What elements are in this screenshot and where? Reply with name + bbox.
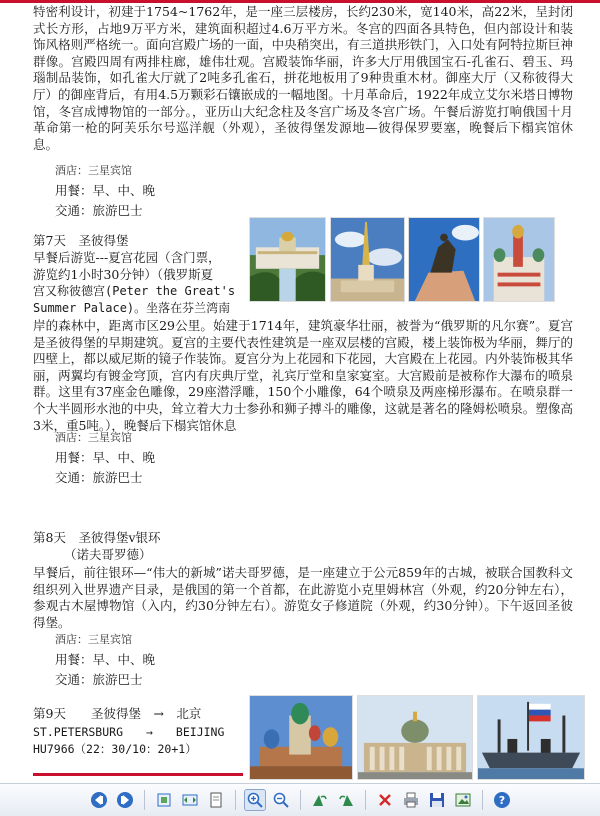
save-icon[interactable] [426, 789, 448, 811]
aurora-cruiser-photo [477, 695, 585, 780]
hotel-line: 酒店：三星宾馆 [55, 633, 132, 646]
bronze-horseman-photo [408, 217, 480, 302]
kazan-cathedral-photo [357, 695, 473, 780]
zoom-out-icon[interactable] [270, 789, 292, 811]
toolbar-separator [365, 790, 366, 810]
toolbar-separator [300, 790, 301, 810]
actual-size-icon[interactable] [205, 789, 227, 811]
fit-width-icon[interactable] [179, 789, 201, 811]
peter-paul-spire-photo [330, 217, 405, 302]
day7-title: 第7天 圣彼得堡 [33, 233, 129, 248]
day9-title: 第9天 圣彼得堡 → 北京 [33, 706, 202, 721]
rotate-left-icon[interactable] [309, 789, 331, 811]
hotel-line: 酒店：三星宾馆 [55, 164, 132, 177]
intro-paragraph: 特密利设计，初建于1754~1762年，是一座三层楼房，长约230米，宽140米，高22米，呈封闭式长方形，占地9万平方米，建筑面积超过4.6万平方米。冬宫的四面各具特色，但内部设计和装饰风格则严格统一。面向宫殿广场的一面，中央稍突出，有三道拱形铁门，入口处有阿特拉斯巨神群像。宫殿四周有两排柱廊，雄伟壮观。宫殿装饰华丽，许多大厅用俄国宝石-孔雀石、碧玉、玛瑙制品装饰，如孔雀大厅就了2吨多孔雀石，拼花地板用了9种贵重木材。御座大厅（又称彼得大厅）的御座背后，有用4.5万颗彩石镶嵌成的一幅地图。十月革命后，1922年成立艾尔米塔日博物馆，冬宫成博物馆的一部分。，亚历山大纪念柱及冬宫广场及冬宫广场。午餐后游览打响俄国十月革命第一枪的阿芙乐尔号巡洋舰（外观），圣彼得堡发源地—彼得保罗要塞，晚餐后下榻宾馆休息。 [33, 4, 573, 152]
day7-body: 岸的森林中，距离市区29公里。始建于1714年，建筑豪华壮丽，被誉为“俄罗斯的凡尔赛”。夏宫是圣彼得堡的早期建筑。夏宫的主要代表性建筑是一座双层楼的宫殿，楼上装饰极为华丽，舞厅的四壁上，都以威尼斯的镜子作装饰。夏宫分为上花园和下花园，大宫殿在上花园。内外装饰极其华丽，两翼均有镀金穹顶，宫内有庆典厅堂，礼宾厅堂和皇家宴室。大宫殿前是被称作大瀑布的喷泉群。这里有37座金色雕像，29座潜浮雕，150个小雕像，64个喷泉及两座梯形瀑布。在喷泉群一个大半圆形水池的中央，耸立着大力士参孙和狮子搏斗的雕像，这就是著名的隆姆松喷泉。塑像高3米，重5吨。），晚餐后下榻宾馆休息 [33, 318, 573, 433]
meals-line: 用餐：早、中、晚 [55, 450, 156, 465]
day7-lead-line: 宫又称彼德宫(Peter the Great's [33, 284, 236, 299]
delete-icon[interactable] [374, 789, 396, 811]
meals-line: 用餐：早、中、晚 [55, 183, 156, 198]
print-icon[interactable] [400, 789, 422, 811]
help-icon[interactable] [491, 789, 513, 811]
svg-text:?: ? [498, 794, 505, 807]
peterhof-palace-photo [249, 217, 326, 302]
day9-route: ST.PETERSBURG → BEIJING [33, 725, 225, 739]
prev-page-icon[interactable] [88, 789, 110, 811]
day7-lead-line: Summer Palace)。坐落在芬兰湾南 [33, 300, 231, 315]
toolbar-separator [235, 790, 236, 810]
open-editor-icon[interactable] [452, 789, 474, 811]
cathedral-domes-photo [249, 695, 353, 780]
day7-lead [33, 250, 243, 316]
rotate-right-icon[interactable] [335, 789, 357, 811]
section-divider [33, 773, 243, 776]
day8-meta [55, 630, 155, 690]
day8-body: 早餐后，前往银环—“伟大的新城”诺夫哥罗德，是一座建立于公元859年的古城，被联合国教科文组织列入世界遗产目录，是俄国的第一个首都，在此游览小克里姆林宫（外观，约20分钟左右），参观古木屋博物馆（入内，约30分钟左右）。游览女子修道院（外观，约30分钟）。下午返回圣彼得堡。 [33, 565, 573, 630]
day7-lead-line: 游览约1小时30分钟）（俄罗斯夏 [33, 266, 214, 282]
day6-meta [55, 161, 155, 221]
day8-title: 第8天 圣彼得堡v银环 [33, 530, 161, 545]
viewer-toolbar [0, 783, 600, 816]
fit-page-icon[interactable] [153, 789, 175, 811]
toolbar-separator [482, 790, 483, 810]
day7-meta [55, 428, 155, 488]
next-page-icon[interactable] [114, 789, 136, 811]
zoom-in-icon[interactable] [244, 789, 266, 811]
transport-line: 交通：旅游巴士 [55, 203, 143, 218]
transport-line: 交通：旅游巴士 [55, 470, 143, 485]
church-spilled-blood-photo [483, 217, 555, 302]
toolbar-separator [144, 790, 145, 810]
day9-flight: HU7966（22：30/10：20+1） [33, 742, 197, 756]
meals-line: 用餐：早、中、晚 [55, 652, 156, 667]
day8-subtitle: （诺夫哥罗德） [64, 547, 152, 562]
transport-line: 交通：旅游巴士 [55, 672, 143, 687]
hotel-line: 酒店：三星宾馆 [55, 431, 132, 444]
day7-lead-line: 早餐后游览---夏宫花园（含门票， [33, 250, 221, 265]
